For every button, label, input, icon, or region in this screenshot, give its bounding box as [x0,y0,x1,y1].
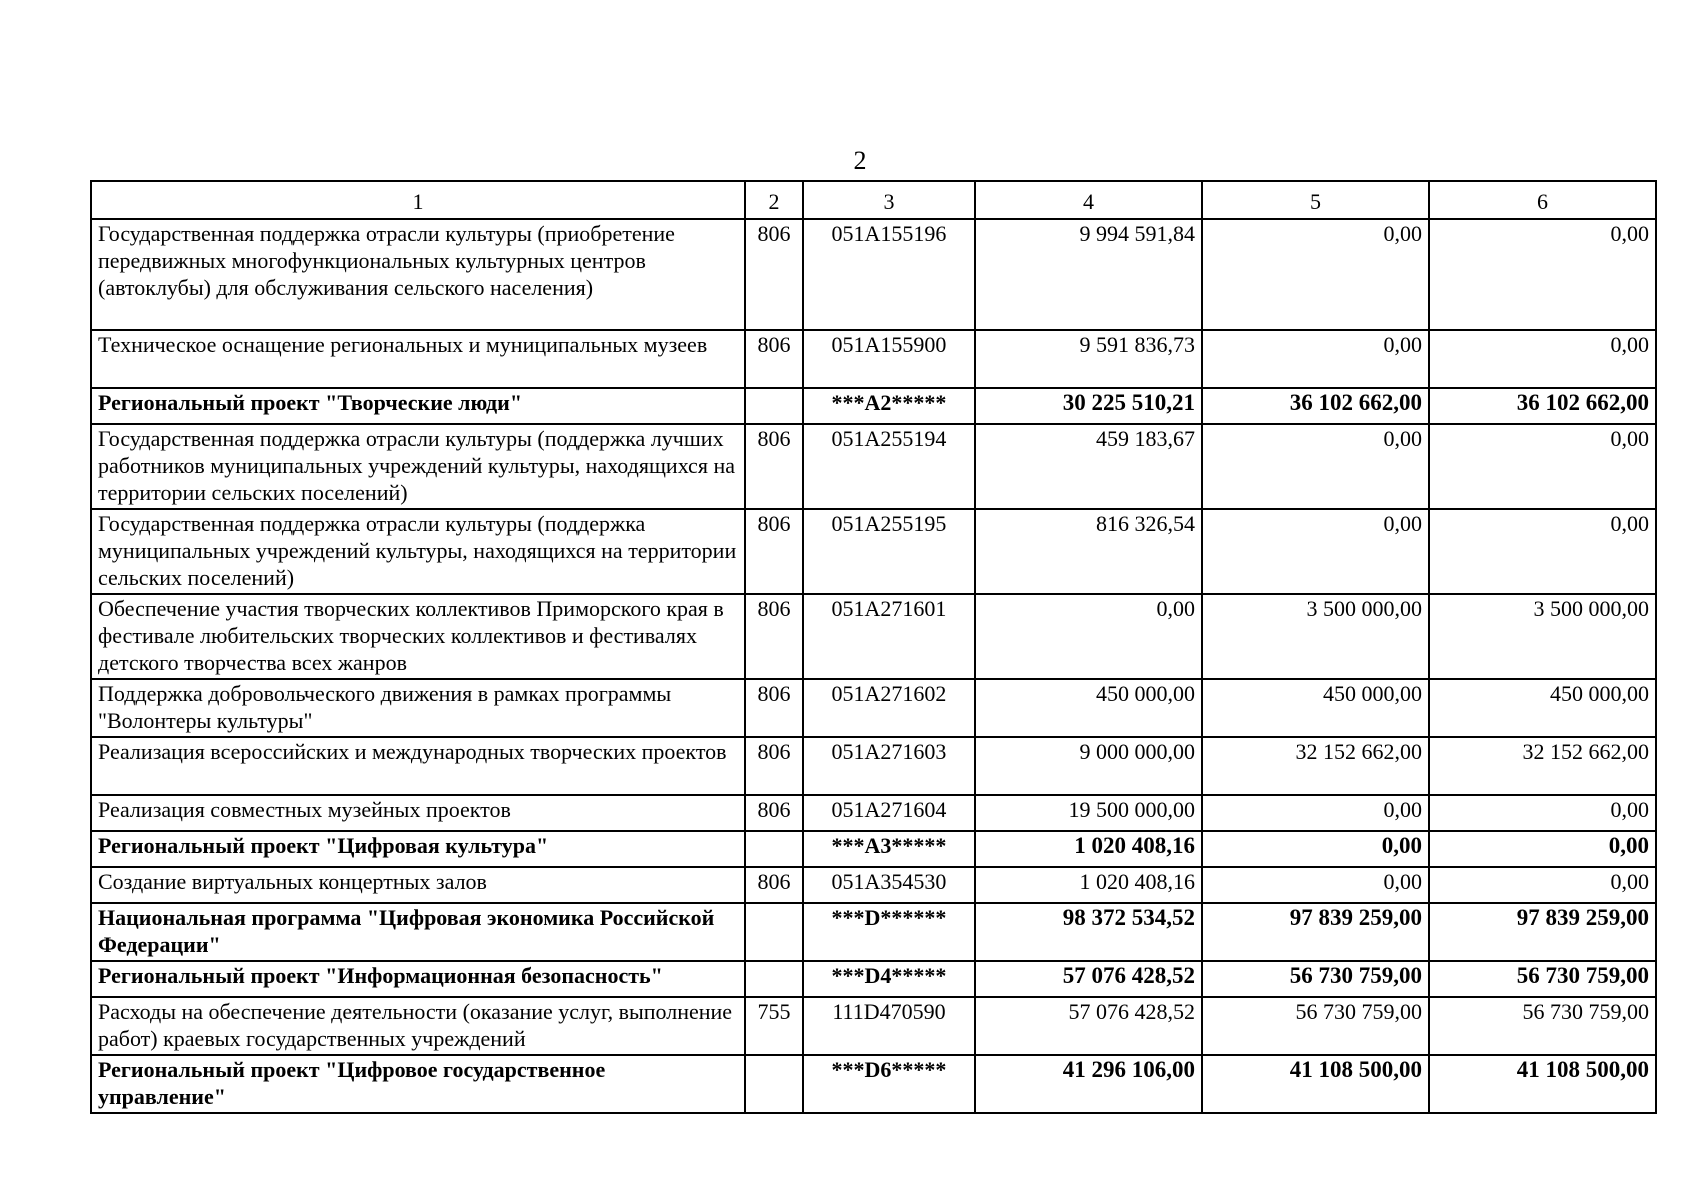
value-col5: 56 730 759,00 [1202,961,1429,997]
page-number: 2 [853,146,867,175]
table-row [91,388,1656,424]
admin-code: 806 [745,219,803,330]
value-col6: 56 730 759,00 [1429,997,1656,1055]
value-col5: 41 108 500,00 [1202,1055,1429,1113]
table-row [91,795,1656,831]
value-col6: 0,00 [1429,219,1656,330]
value-col4: 9 000 000,00 [975,737,1202,795]
column-header-2: 2 [745,181,803,219]
target-code: 051A255195 [803,509,975,594]
table-row [91,330,1656,388]
row-name: Техническое оснащение региональных и муниципальных музеев [91,330,745,388]
value-col4: 1 020 408,16 [975,867,1202,903]
target-code: 051A354530 [803,867,975,903]
value-col5: 36 102 662,00 [1202,388,1429,424]
table-row [91,831,1656,867]
row-name: Создание виртуальных концертных залов [91,867,745,903]
row-name: Национальная программа "Цифровая экономика Российской Федерации" [91,903,745,961]
value-col5: 0,00 [1202,509,1429,594]
row-name: Региональный проект "Информационная безопасность" [91,961,745,997]
column-header-6: 6 [1429,181,1656,219]
value-col6: 41 108 500,00 [1429,1055,1656,1113]
admin-code [745,903,803,961]
row-name: Региональный проект "Творческие люди" [91,388,745,424]
table-body [91,219,1656,1113]
value-col4: 9 591 836,73 [975,330,1202,388]
row-name: Реализация совместных музейных проектов [91,795,745,831]
value-col4: 98 372 534,52 [975,903,1202,961]
admin-code: 806 [745,867,803,903]
table-row [91,961,1656,997]
value-col5: 0,00 [1202,795,1429,831]
admin-code [745,961,803,997]
value-col4: 9 994 591,84 [975,219,1202,330]
value-col6: 0,00 [1429,831,1656,867]
value-col6: 36 102 662,00 [1429,388,1656,424]
target-code: ***А3***** [803,831,975,867]
target-code: 051A155900 [803,330,975,388]
target-code: 051A271601 [803,594,975,679]
value-col5: 450 000,00 [1202,679,1429,737]
admin-code: 806 [745,679,803,737]
value-col6: 0,00 [1429,424,1656,509]
value-col4: 816 326,54 [975,509,1202,594]
column-header-5: 5 [1202,181,1429,219]
target-code: 111D470590 [803,997,975,1055]
row-name: Обеспечение участия творческих коллективов Приморского края в фестивале любительских творческих коллективов и фестивалях детского творчества всех жанров [91,594,745,679]
value-col5: 56 730 759,00 [1202,997,1429,1055]
row-name: Реализация всероссийских и международных творческих проектов [91,737,745,795]
target-code: 051A271604 [803,795,975,831]
value-col4: 0,00 [975,594,1202,679]
value-col6: 32 152 662,00 [1429,737,1656,795]
target-code: 051A271602 [803,679,975,737]
value-col6: 56 730 759,00 [1429,961,1656,997]
value-col4: 450 000,00 [975,679,1202,737]
admin-code: 806 [745,330,803,388]
admin-code: 806 [745,424,803,509]
value-col5: 0,00 [1202,330,1429,388]
value-col5: 97 839 259,00 [1202,903,1429,961]
value-col6: 450 000,00 [1429,679,1656,737]
admin-code [745,1055,803,1113]
row-name: Поддержка добровольческого движения в рамках программы "Волонтеры культуры" [91,679,745,737]
value-col6: 0,00 [1429,867,1656,903]
table-row [91,997,1656,1055]
target-code: ***D****** [803,903,975,961]
value-col6: 97 839 259,00 [1429,903,1656,961]
row-name: Государственная поддержка отрасли культуры (поддержка лучших работников муниципальных учреждений культуры, находящихся на территории сельских поселений) [91,424,745,509]
value-col5: 0,00 [1202,867,1429,903]
table-row [91,679,1656,737]
value-col4: 41 296 106,00 [975,1055,1202,1113]
target-code: ***D4***** [803,961,975,997]
value-col4: 30 225 510,21 [975,388,1202,424]
table-row [91,1055,1656,1113]
row-name: Государственная поддержка отрасли культуры (поддержка муниципальных учреждений культуры, находящихся на территории сельских поселений) [91,509,745,594]
value-col4: 57 076 428,52 [975,997,1202,1055]
value-col5: 0,00 [1202,424,1429,509]
value-col6: 3 500 000,00 [1429,594,1656,679]
admin-code: 806 [745,795,803,831]
admin-code: 755 [745,997,803,1055]
table-row [91,737,1656,795]
target-code: 051A271603 [803,737,975,795]
table-row [91,867,1656,903]
target-code: 051A255194 [803,424,975,509]
table-row [91,903,1656,961]
row-name: Региональный проект "Цифровое государственное управление" [91,1055,745,1113]
row-name: Региональный проект "Цифровая культура" [91,831,745,867]
column-header-4: 4 [975,181,1202,219]
row-name: Расходы на обеспечение деятельности (оказание услуг, выполнение работ) краевых государственных учреждений [91,997,745,1055]
value-col6: 0,00 [1429,795,1656,831]
target-code: ***А2***** [803,388,975,424]
value-col5: 3 500 000,00 [1202,594,1429,679]
budget-table [90,180,1657,1114]
table-row [91,424,1656,509]
value-col6: 0,00 [1429,509,1656,594]
value-col5: 0,00 [1202,219,1429,330]
admin-code: 806 [745,737,803,795]
value-col4: 459 183,67 [975,424,1202,509]
value-col4: 19 500 000,00 [975,795,1202,831]
column-header-1: 1 [91,181,745,219]
admin-code: 806 [745,509,803,594]
header-row [91,181,1656,219]
target-code: ***D6***** [803,1055,975,1113]
admin-code [745,831,803,867]
table-row [91,509,1656,594]
target-code: 051A155196 [803,219,975,330]
value-col5: 32 152 662,00 [1202,737,1429,795]
admin-code [745,388,803,424]
value-col5: 0,00 [1202,831,1429,867]
column-header-3: 3 [803,181,975,219]
table-row [91,594,1656,679]
value-col6: 0,00 [1429,330,1656,388]
row-name: Государственная поддержка отрасли культуры (приобретение передвижных многофункциональных культурных центров (автоклубы) для обслуживания сельского населения) [91,219,745,330]
value-col4: 1 020 408,16 [975,831,1202,867]
value-col4: 57 076 428,52 [975,961,1202,997]
table-row [91,219,1656,330]
admin-code: 806 [745,594,803,679]
